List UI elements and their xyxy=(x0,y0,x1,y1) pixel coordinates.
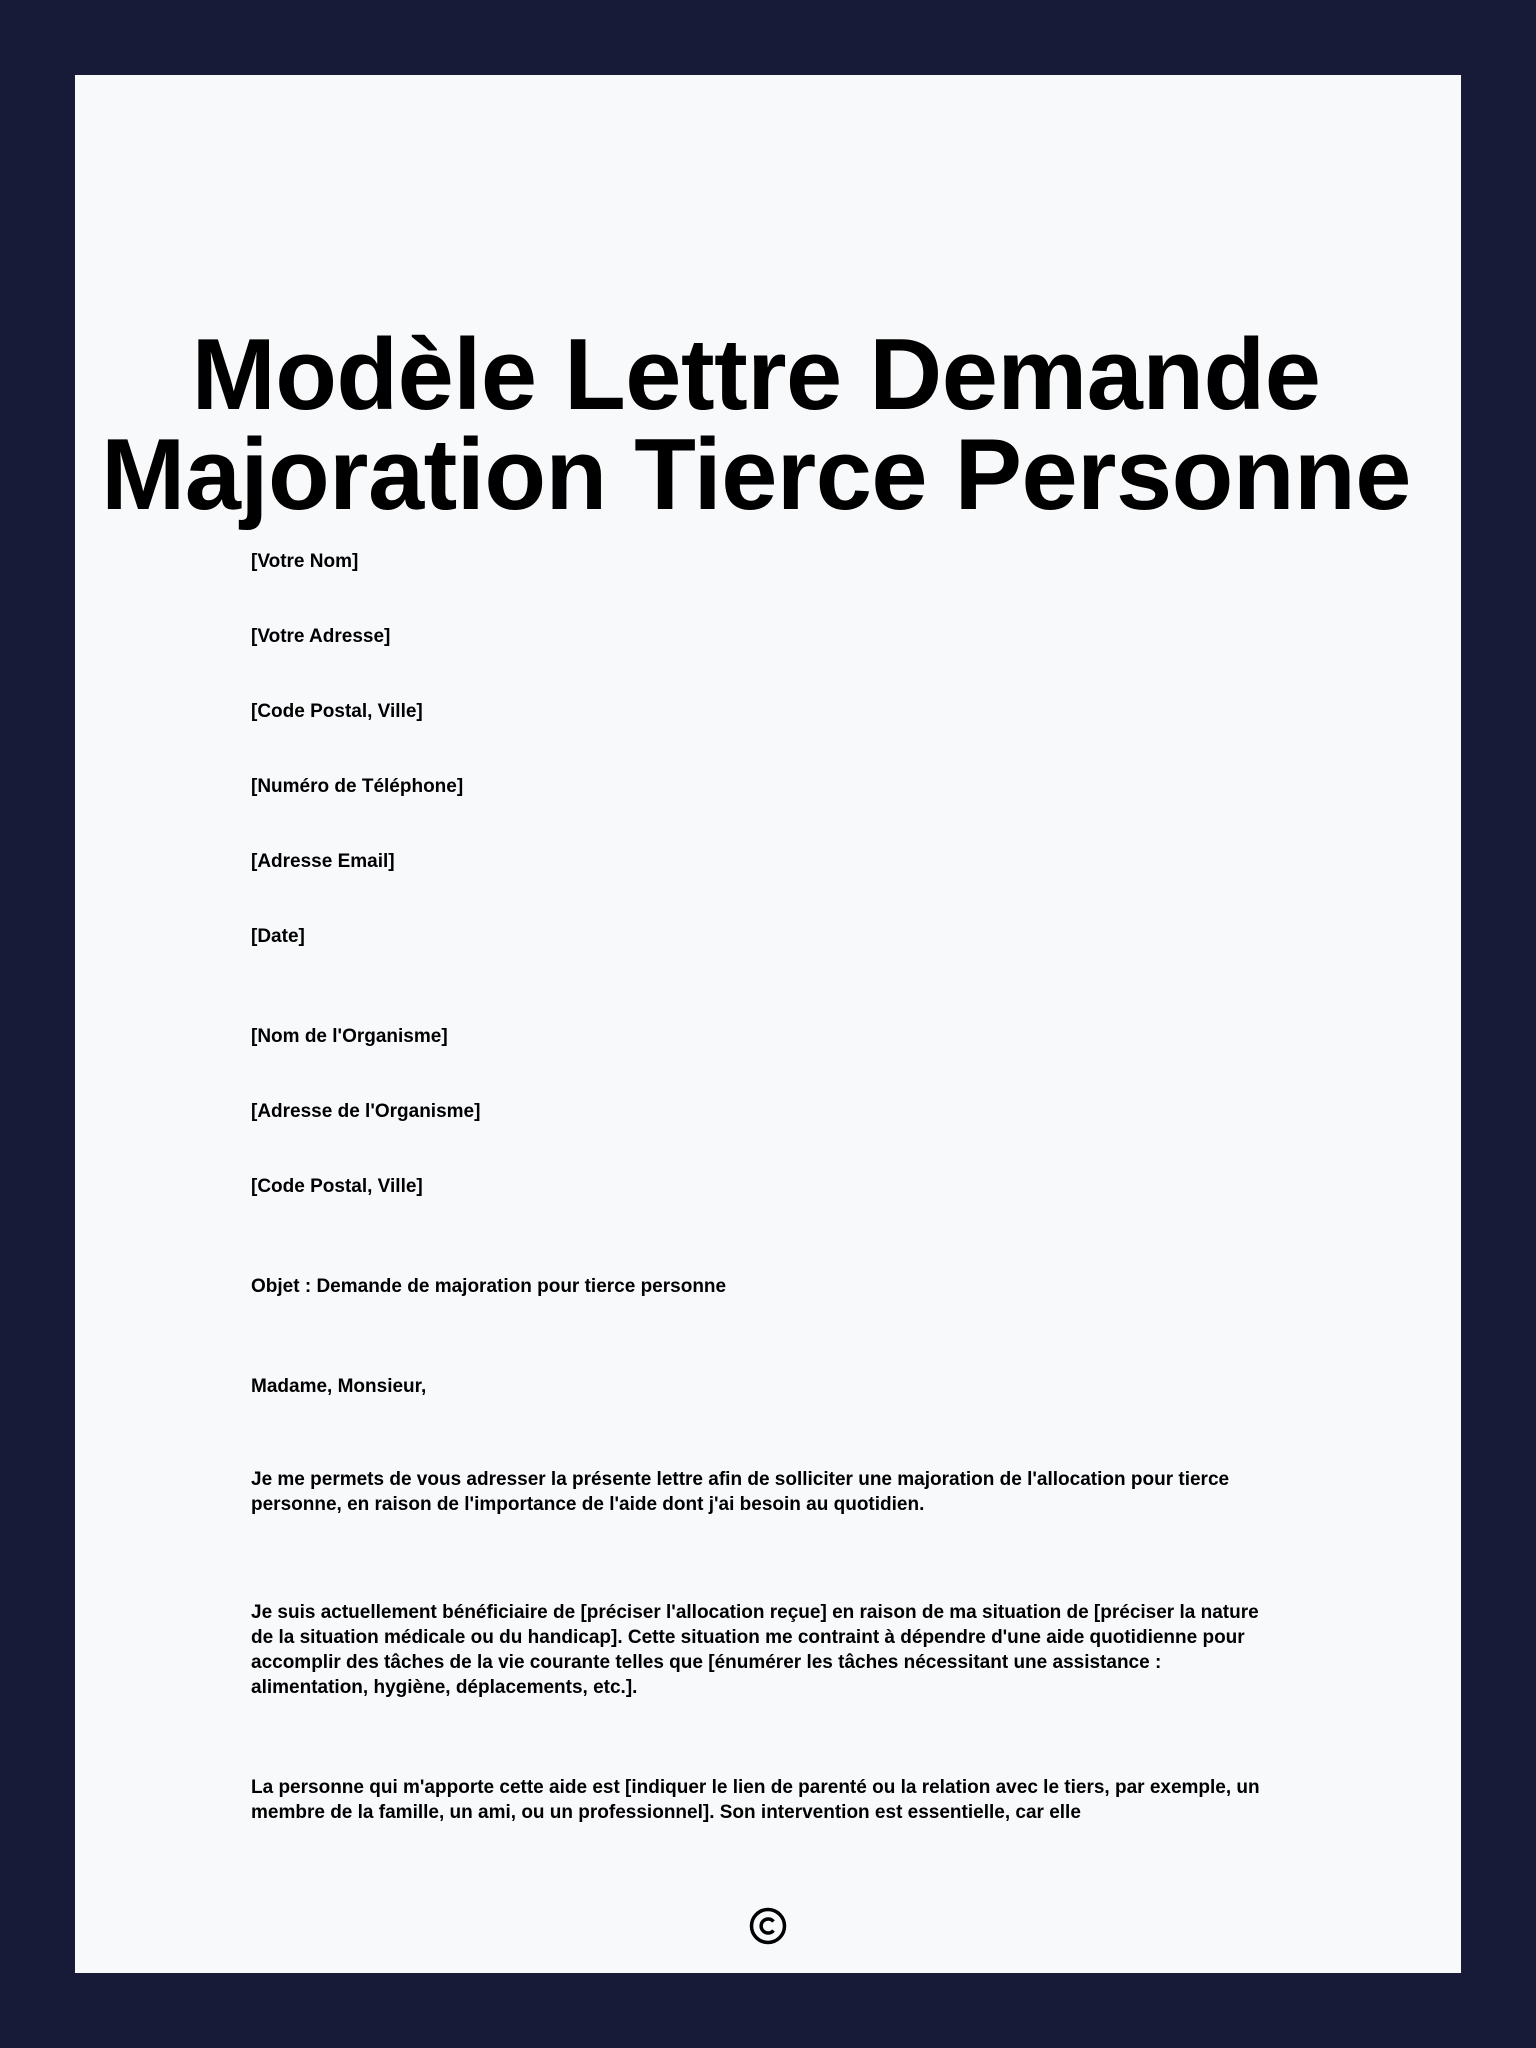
sender-postal-city: [Code Postal, Ville] xyxy=(251,701,423,722)
paragraph-2: Je suis actuellement bénéficiaire de [préciser l'allocation reçue] en raison de ma situation de [préciser la nature de la situation médicale ou du handicap]. Cette situation me contraint à dépendre d'une aide quotidienne pour accomplir des tâches de la vie courante telles que [énumérer les tâches nécessitant une assistance : alimentation, hygiène, déplacements, etc.]. xyxy=(251,1602,1259,1698)
title-line-1: Modèle Lettre Demande xyxy=(191,319,1321,431)
sender-address: [Votre Adresse] xyxy=(251,626,391,647)
document-page xyxy=(75,75,1461,1973)
title-line-2: Majoration Tierce Personne xyxy=(101,419,1411,531)
letter-subject: Objet : Demande de majoration pour tierce personne xyxy=(251,1276,727,1297)
recipient-address: [Adresse de l'Organisme] xyxy=(251,1101,481,1122)
letter-date: [Date] xyxy=(251,926,305,947)
sender-phone: [Numéro de Téléphone] xyxy=(251,776,464,797)
page-title xyxy=(75,319,1437,531)
sender-email: [Adresse Email] xyxy=(251,851,395,872)
paragraph-3: La personne qui m'apporte cette aide est [indiquer le lien de parenté ou la relation avec le tiers, par exemple, un membre de la famille, un ami, ou un professionnel]. Son intervention est essentielle, car elle xyxy=(251,1777,1260,1823)
copyright-icon xyxy=(749,1907,787,1945)
recipient-postal-city: [Code Postal, Ville] xyxy=(251,1176,423,1197)
sender-name: [Votre Nom] xyxy=(251,551,359,572)
letter-salutation: Madame, Monsieur, xyxy=(251,1376,427,1397)
recipient-name: [Nom de l'Organisme] xyxy=(251,1026,448,1047)
paragraph-1: Je me permets de vous adresser la présente lettre afin de solliciter une majoration de l'allocation pour tierce personne, en raison de l'importance de l'aide dont j'ai besoin au quotidien. xyxy=(251,1469,1230,1515)
